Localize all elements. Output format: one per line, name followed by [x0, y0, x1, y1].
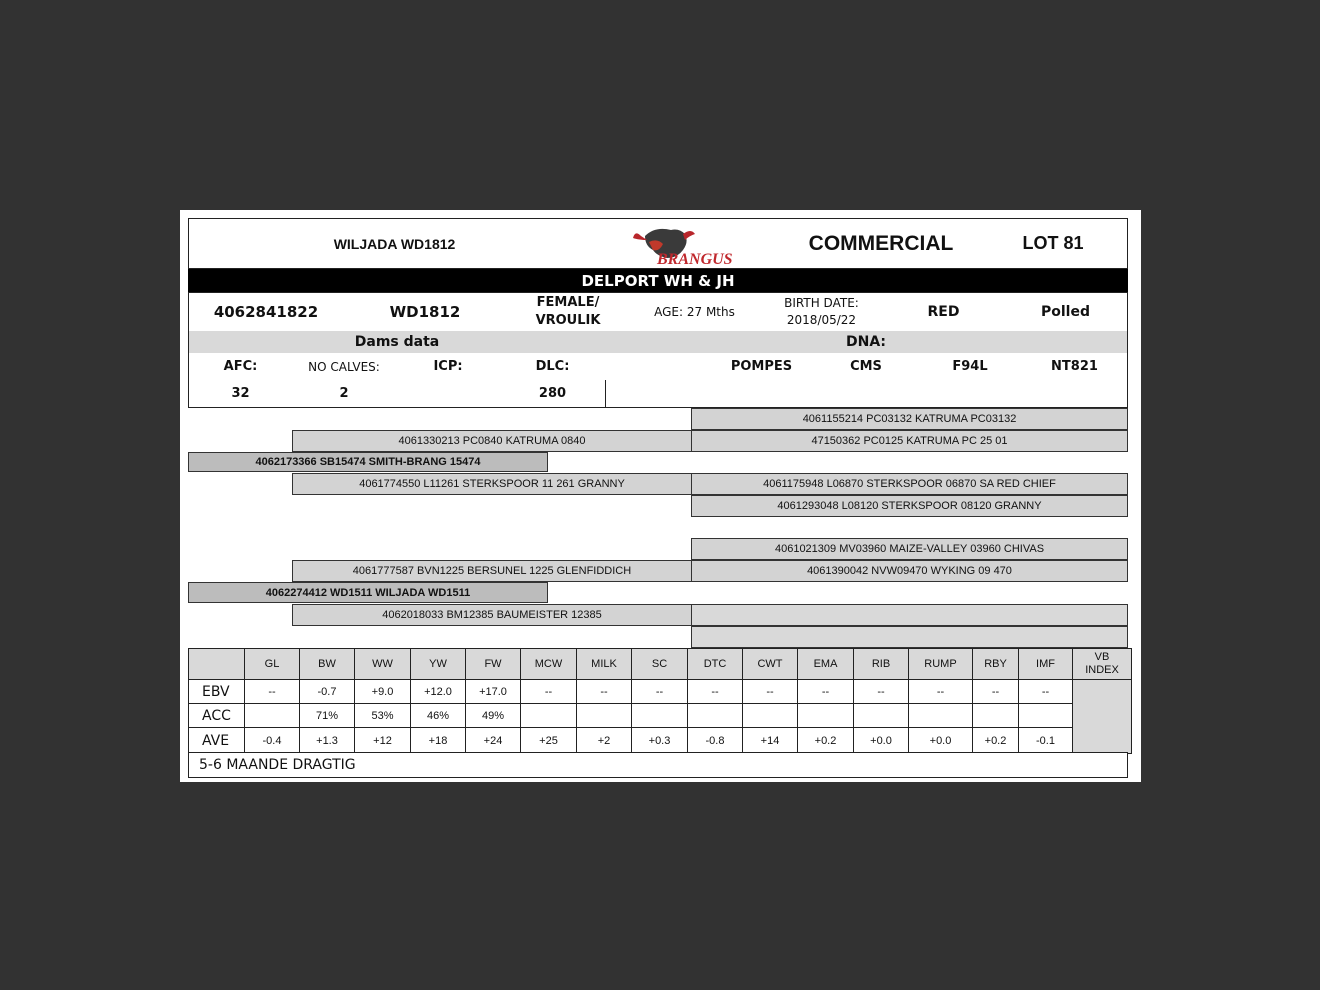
ebv-cell: +14: [742, 727, 798, 754]
ebv-row-label-ave: AVE: [188, 727, 245, 754]
ebv-cell: --: [1018, 679, 1073, 704]
lot-card: [180, 210, 1141, 782]
ebv-header-cwt: CWT: [742, 648, 798, 680]
dna-value-f94l: [918, 380, 1023, 408]
ebv-cell: --: [742, 679, 798, 704]
ebv-cell: -0.8: [687, 727, 743, 754]
brangus-logo: [600, 218, 784, 269]
horn-status: Polled: [1004, 292, 1128, 332]
ebv-cell: 53%: [354, 703, 411, 728]
ebv-cell: [576, 703, 632, 728]
pedigree-dam-dam-dam: [691, 626, 1128, 648]
calves-label: NO CALVES:: [292, 353, 397, 381]
dna-header-cms: CMS: [814, 353, 919, 381]
animal-name: WILJADA WD1812: [188, 218, 601, 269]
dlc-label: DLC:: [500, 353, 606, 381]
ebv-cell: [797, 703, 854, 728]
ebv-cell: [908, 703, 973, 728]
ebv-table: [188, 648, 1128, 753]
ebv-cell: --: [853, 679, 909, 704]
ebv-cell: --: [576, 679, 632, 704]
ebv-cell: +17.0: [465, 679, 521, 704]
ebv-header-ema: EMA: [797, 648, 854, 680]
ebv-cell: [742, 703, 798, 728]
ebv-row-label-acc: ACC: [188, 703, 245, 728]
ebv-cell: +0.0: [908, 727, 973, 754]
sex-english: FEMALE/: [536, 295, 600, 310]
sex-afrikaans: VROULIK: [535, 313, 601, 328]
ebv-header-fw: FW: [465, 648, 521, 680]
birth-date-label: BIRTH DATE:: [784, 296, 859, 310]
ebv-header-mcw: MCW: [520, 648, 577, 680]
pedigree-dam-sire-dam: 4061390042 NVW09470 WYKING 09 470: [691, 560, 1128, 582]
ebv-cell: +0.2: [797, 727, 854, 754]
ebv-cell: +0.2: [972, 727, 1019, 754]
pedigree-sire-sire-sire: 4061155214 PC03132 KATRUMA PC03132: [691, 408, 1128, 430]
afc-value: 32: [188, 380, 293, 408]
ebv-cell: --: [520, 679, 577, 704]
pedigree-dam-dam-sire: [691, 604, 1128, 626]
ebv-header-dtc: DTC: [687, 648, 743, 680]
birth-date-value: 2018/05/22: [786, 313, 857, 327]
lot-number: LOT 81: [979, 218, 1128, 269]
dna-header-f94l: F94L: [918, 353, 1023, 381]
ebv-cell: +12: [354, 727, 411, 754]
vb-index-line2: INDEX: [1085, 664, 1119, 676]
ebv-header-yw: YW: [410, 648, 466, 680]
pedigree-sire-dam: 4061774550 L11261 STERKSPOOR 11 261 GRANNY: [292, 473, 692, 495]
ebv-corner-cell: [188, 648, 245, 680]
ebv-cell: --: [631, 679, 688, 704]
ebv-cell: 46%: [410, 703, 466, 728]
id-number: 4062841822: [188, 292, 344, 332]
ebv-cell: 71%: [299, 703, 355, 728]
pedigree-sire-dam-dam: 4061293048 L08120 STERKSPOOR 08120 GRANNY: [691, 495, 1128, 517]
pedigree-sire-dam-sire: 4061175948 L06870 STERKSPOOR 06870 SA RED CHIEF: [691, 473, 1128, 495]
ebv-cell: +12.0: [410, 679, 466, 704]
dna-title: DNA:: [605, 331, 1128, 354]
pedigree-dam-dam: 4062018033 BM12385 BAUMEISTER 12385: [292, 604, 692, 626]
icp-label: ICP:: [396, 353, 501, 381]
ebv-cell: [520, 703, 577, 728]
ebv-cell: [687, 703, 743, 728]
ebv-header-rib: RIB: [853, 648, 909, 680]
ebv-cell: [631, 703, 688, 728]
ebv-cell: --: [908, 679, 973, 704]
age: AGE: 27 Mths: [629, 292, 761, 332]
birth-date: [760, 292, 884, 332]
breeder-bar: DELPORT WH & JH: [188, 269, 1128, 292]
ebv-header-bw: BW: [299, 648, 355, 680]
ebv-header-imf: IMF: [1018, 648, 1073, 680]
vb-index-header: [1072, 648, 1132, 680]
ebv-cell: --: [797, 679, 854, 704]
pedigree-dam-sire: 4061777587 BVN1225 BERSUNEL 1225 GLENFIDDICH: [292, 560, 692, 582]
logo-text: BRANGUS: [656, 250, 733, 266]
dna-value-pompes: [709, 380, 815, 408]
vb-index-line1: VB: [1094, 651, 1110, 663]
pedigree-sire-sire-dam: 47150362 PC0125 KATRUMA PC 25 01: [691, 430, 1128, 452]
ebv-cell: --: [972, 679, 1019, 704]
remark: 5-6 MAANDE DRAGTIG: [188, 752, 1128, 778]
ebv-cell: [1018, 703, 1073, 728]
ebv-cell: [853, 703, 909, 728]
ebv-cell: +24: [465, 727, 521, 754]
dna-blank-cell: [605, 353, 710, 408]
ebv-cell: [244, 703, 300, 728]
ebv-cell: +2: [576, 727, 632, 754]
dna-value-nt821: [1022, 380, 1128, 408]
vb-index-value: [1072, 679, 1132, 754]
bull-head-icon: [627, 222, 757, 266]
tag-number: WD1812: [343, 292, 508, 332]
dams-data-title: Dams data: [188, 331, 606, 354]
pedigree-sire-sire: 4061330213 PC0840 KATRUMA 0840: [292, 430, 692, 452]
ebv-cell: +25: [520, 727, 577, 754]
ebv-cell: --: [244, 679, 300, 704]
ebv-cell: -0.1: [1018, 727, 1073, 754]
colour: RED: [883, 292, 1005, 332]
ebv-header-rby: RBY: [972, 648, 1019, 680]
ebv-header-sc: SC: [631, 648, 688, 680]
ebv-cell: +18: [410, 727, 466, 754]
ebv-cell: +0.0: [853, 727, 909, 754]
sex: [507, 292, 630, 332]
ebv-header-gl: GL: [244, 648, 300, 680]
dlc-value: 280: [500, 380, 606, 408]
pedigree-sire: 4062173366 SB15474 SMITH-BRANG 15474: [188, 452, 548, 472]
ebv-row-label-ebv: EBV: [188, 679, 245, 704]
ebv-cell: 49%: [465, 703, 521, 728]
ebv-header-rump: RUMP: [908, 648, 973, 680]
ebv-cell: +1.3: [299, 727, 355, 754]
icp-value: [396, 380, 501, 408]
category-label: COMMERCIAL: [783, 218, 980, 269]
afc-label: AFC:: [188, 353, 293, 381]
ebv-cell: -0.4: [244, 727, 300, 754]
pedigree-dam-sire-sire: 4061021309 MV03960 MAIZE-VALLEY 03960 CHIVAS: [691, 538, 1128, 560]
ebv-cell: [972, 703, 1019, 728]
ebv-cell: +9.0: [354, 679, 411, 704]
ebv-cell: -0.7: [299, 679, 355, 704]
dna-value-cms: [814, 380, 919, 408]
ebv-cell: +0.3: [631, 727, 688, 754]
ebv-cell: --: [687, 679, 743, 704]
dna-header-pompes: POMPES: [709, 353, 815, 381]
calves-value: 2: [292, 380, 397, 408]
dna-header-nt821: NT821: [1022, 353, 1128, 381]
pedigree-dam: 4062274412 WD1511 WILJADA WD1511: [188, 582, 548, 603]
ebv-header-ww: WW: [354, 648, 411, 680]
ebv-header-milk: MILK: [576, 648, 632, 680]
